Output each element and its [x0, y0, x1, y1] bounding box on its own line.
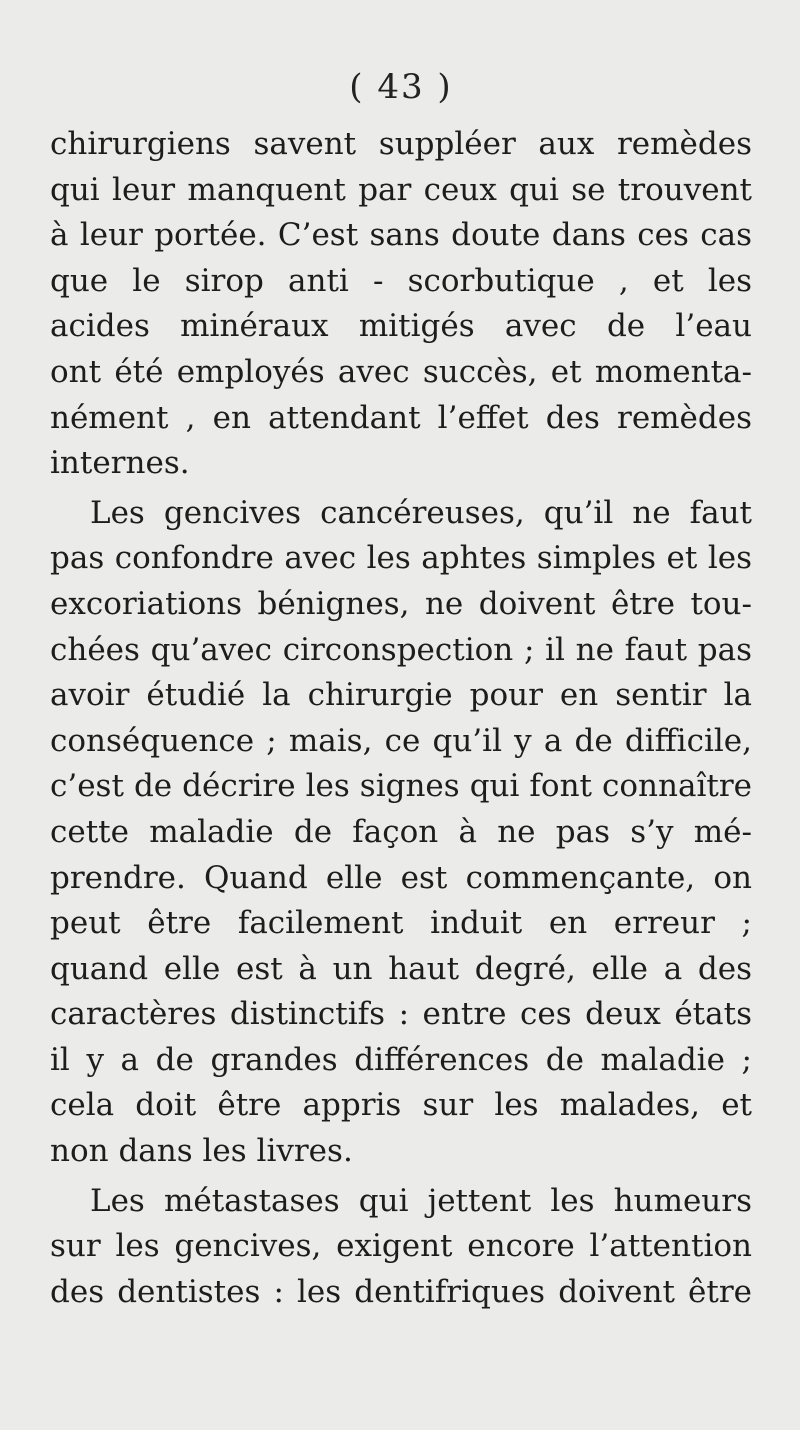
text-line: cela doit être appris sur les malades, et [50, 1087, 752, 1124]
text-line: ont été employés avec succès, et momenta- [50, 353, 752, 390]
text-line: qui leur manquent par ceux qui se trouvent [50, 171, 752, 208]
text-line: sur les gencives, exigent encore l’attention [50, 1228, 752, 1265]
text-line: excoriations bénignes, ne doivent être tou- [50, 585, 752, 622]
text-line: prendre. Quand elle est commençante, on [50, 859, 752, 896]
text-line: des dentistes : les dentifriques doivent être [50, 1273, 752, 1310]
page-number: ( 43 ) [349, 67, 453, 107]
text-line: conséquence ; mais, ce qu’il y a de difficile, [50, 722, 752, 759]
text-line: Les métastases qui jettent les humeurs [90, 1182, 752, 1219]
paragraph-3 [50, 1179, 752, 1316]
paragraph-2 [50, 491, 752, 1175]
paragraph-1 [50, 122, 752, 487]
text-line: chirurgiens savent suppléer aux remèdes [50, 126, 752, 162]
text-line: acides minéraux mitigés avec de l’eau [50, 308, 752, 345]
text-line: peut être facilement induit en erreur ; [50, 905, 752, 942]
text-line: avoir étudié la chirurgie pour en sentir la [50, 677, 752, 714]
text-line: Les gencives cancéreuses, qu’il ne faut [90, 494, 752, 531]
text-line: pas confondre avec les aphtes simples et les [50, 540, 752, 577]
text-line: caractères distinctifs : entre ces deux états [50, 996, 752, 1033]
text-line: chées qu’avec circonspection ; il ne faut pas [50, 631, 752, 668]
text-line: internes. [50, 445, 190, 482]
text-line: il y a de grandes différences de maladie ; [50, 1041, 752, 1078]
text-line: cette maladie de façon à ne pas s’y mé- [50, 813, 752, 850]
text-line: non dans les livres. [50, 1133, 353, 1170]
text-line: nément , en attendant l’effet des remèdes [50, 399, 752, 436]
text-line: quand elle est à un haut degré, elle a des [50, 950, 752, 987]
text-line: à leur portée. C’est sans doute dans ces cas [50, 217, 752, 254]
text-line: c’est de décrire les signes qui font connaître [50, 768, 752, 805]
text-line: que le sirop anti - scorbutique , et les [50, 262, 752, 299]
